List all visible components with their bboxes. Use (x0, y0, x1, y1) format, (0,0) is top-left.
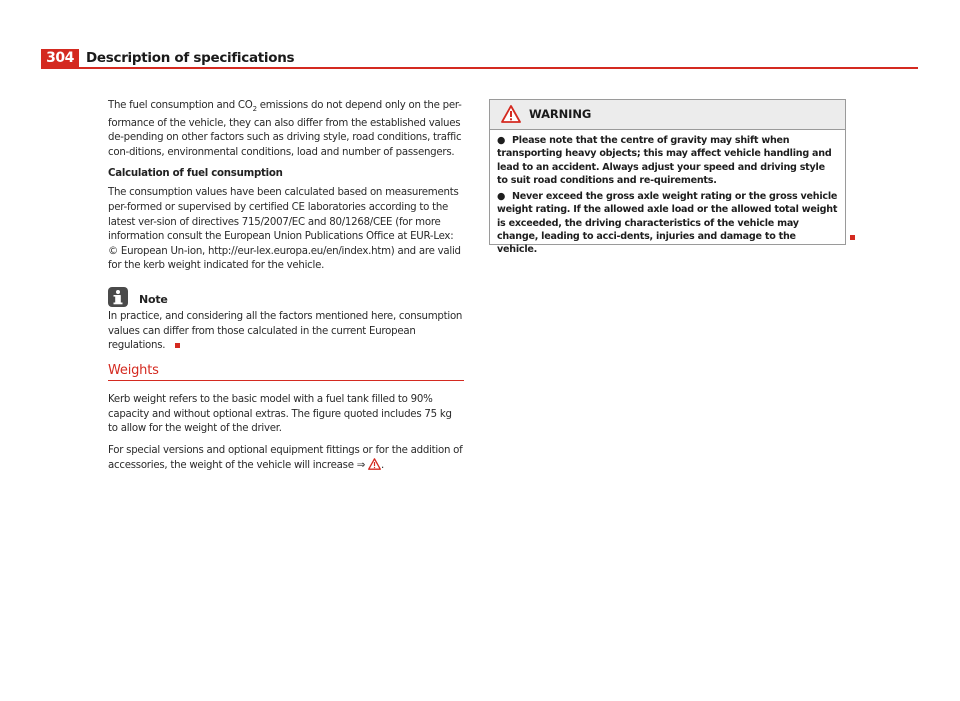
warning-body (490, 130, 845, 257)
weights-column (108, 393, 464, 483)
calculation-paragraph: The consumption values have been calculated based on measurements per-formed or supervised by certified CE laboratories according to the latest ver-sion of directives 715/2007/EC and 80/1268/CEE (for more information consult the European Union Publications Office at EUR-Lex: © European Un-ion, http://eur-lex.europa.eu/en/index.htm) and are valid for the kerb weight indicated for the vehicle. (108, 187, 461, 272)
header-divider (41, 67, 918, 69)
page-header-title: Description of specifications (86, 50, 295, 66)
warning-reference-icon[interactable] (368, 458, 381, 476)
note-paragraph: In practice, and considering all the factors mentioned here, consumption values can differ from those calculated in the current European regulations. (108, 310, 463, 352)
section-end-marker (850, 235, 855, 240)
warning-item: ● Never exceed the gross axle weight rating or the gross vehicle weight rating. If the allowed axle load or the allowed total weight is exceeded, the driving characteristics of the vehicle may change, leading to acci-dents, injuries and damage to the vehicle. (497, 191, 838, 256)
warning-title: WARNING (529, 107, 592, 121)
weights-paragraph-1: Kerb weight refers to the basic model with a fuel tank filled to 90% capacity and without optional extras. The figure quoted includes 75 kg to allow for the weight of the driver. (108, 394, 452, 435)
weights-paragraph-2: For special versions and optional equipment fittings or for the addition of accessories, the weight of the vehicle will increase ⇒ . (108, 444, 464, 476)
intro-paragraph: The fuel consumption and $CO_2$ emissions do not depend only on the per-formance of the vehicle, they can also differ from the established values de-pending on other factors such as driving style, road conditions, traffic con-ditions, environmental conditions, load and number of passengers. (108, 100, 462, 158)
warning-triangle-icon (501, 105, 521, 127)
warning-item: ● Please note that the centre of gravity may shift when transporting heavy objects; this may affect vehicle handling and lead to an accident. Always adjust your speed and driving style to suit road conditions and re-quirements. (497, 135, 832, 186)
left-column (108, 99, 464, 361)
page-number: 304 (41, 49, 79, 67)
weights-title-rule (108, 380, 464, 381)
calculation-heading: Calculation of fuel consumption (108, 168, 283, 180)
info-note-icon (108, 287, 128, 307)
section-end-marker (175, 343, 180, 348)
note-header (108, 285, 464, 307)
warning-header (490, 100, 845, 130)
warning-box (489, 99, 846, 256)
weights-section-title: Weights (108, 363, 159, 378)
note-label: Note (139, 292, 168, 306)
